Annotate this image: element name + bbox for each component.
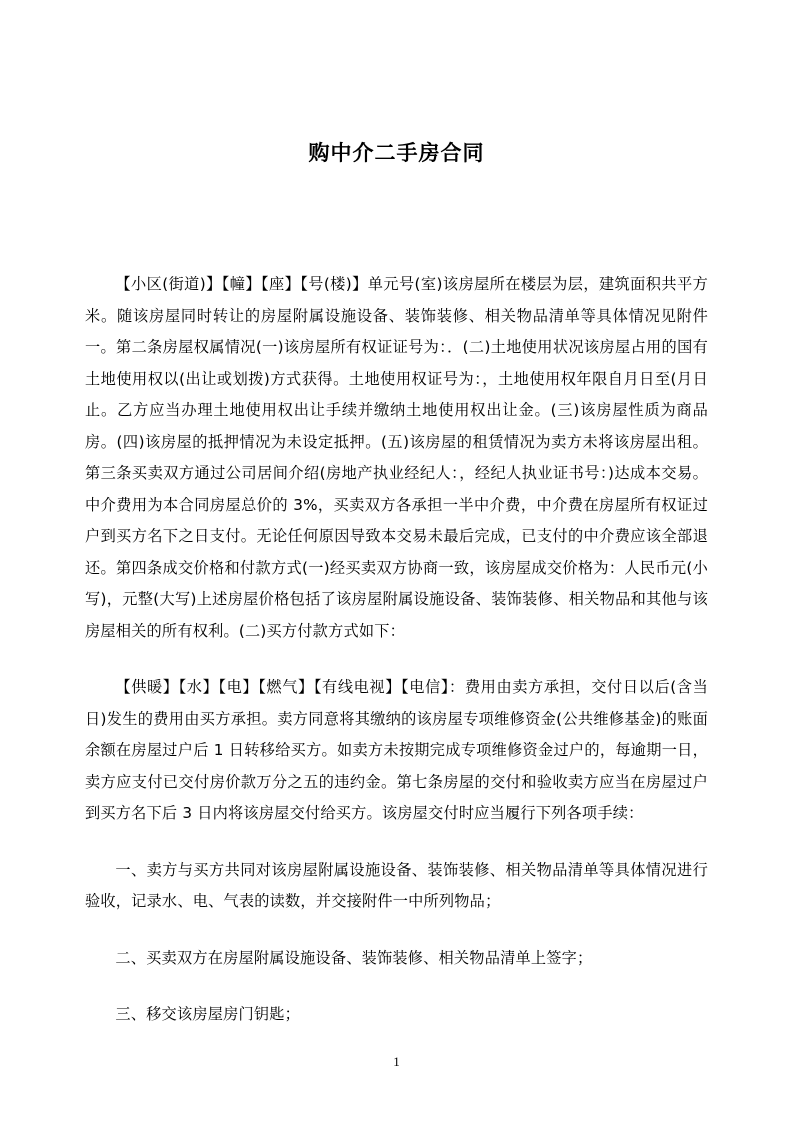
document-content — [85, 0, 708, 1031]
paragraph-3: 一、卖方与买方共同对该房屋附属设施设备、装饰装修、相关物品清单等具体情况进行验收，记录水、电、气表的读数，并交接附件一中所列物品； — [85, 860, 708, 910]
paragraph-2: 【供暖】【水】【电】【燃气】【有线电视】【电信】：费用由卖方承担，交付日以后(含当日)发生的费用由买方承担。卖方同意将其缴纳的该房屋专项维修资金(公共维修基金)的账面余额在房屋过户后 1 日转移给买方。如卖方未按期完成专项维修资金过户的，每逾期一日，卖方应支付已交付房价款万分之五的违约金。第七条房屋的交付和验收卖方应当在房屋过户到买方名下后 3 日内将该房屋交付给买方。该房屋交付时应当履行下列各项手续： — [85, 678, 708, 822]
page-number: 1 — [393, 1054, 400, 1069]
paragraph-1: 【小区(街道)】【幢】【座】【号(楼)】单元号(室)该房屋所在楼层为层，建筑面积共平方米。随该房屋同时转让的房屋附属设施设备、装饰装修、相关物品清单等具体情况见附件一。第二条房屋权属情况(一)该房屋所有权证证号为：．(二)土地使用状况该房屋占用的国有土地使用权以(出让或划拨)方式获得。土地使用权证号为：，土地使用权年限自月日至(月日止。乙方应当办理土地使用权出让手续并缴纳土地使用权出让金。(三)该房屋性质为商品房。(四)该房屋的抵押情况为未设定抵押。(五)该房屋的租赁情况为卖方未将该房屋出租。第三条买卖双方通过公司居间介绍(房地产执业经纪人：，经纪人执业证书号：)达成本交易。中介费用为本合同房屋总价的 3%，买卖双方各承担一半中介费，中介费在房屋所有权证过户到买方名下之日支付。无论任何原因导致本交易未最后完成，已支付的中介费应该全部退还。第四条成交价格和付款方式(一)经买卖双方协商一致，该房屋成交价格为：人民币元(小写)，元整(大写)上述房屋价格包括了该房屋附属设施设备、装饰装修、相关物品和其他与该房屋相关的所有权利。(二)买方付款方式如下： — [85, 275, 708, 640]
paragraph-5: 三、移交该房屋房门钥匙； — [115, 1005, 301, 1023]
page-title: 购中介二手房合同 — [308, 141, 485, 165]
paragraph-4: 二、买卖双方在房屋附属设施设备、装饰装修、相关物品清单上签字； — [115, 948, 593, 967]
